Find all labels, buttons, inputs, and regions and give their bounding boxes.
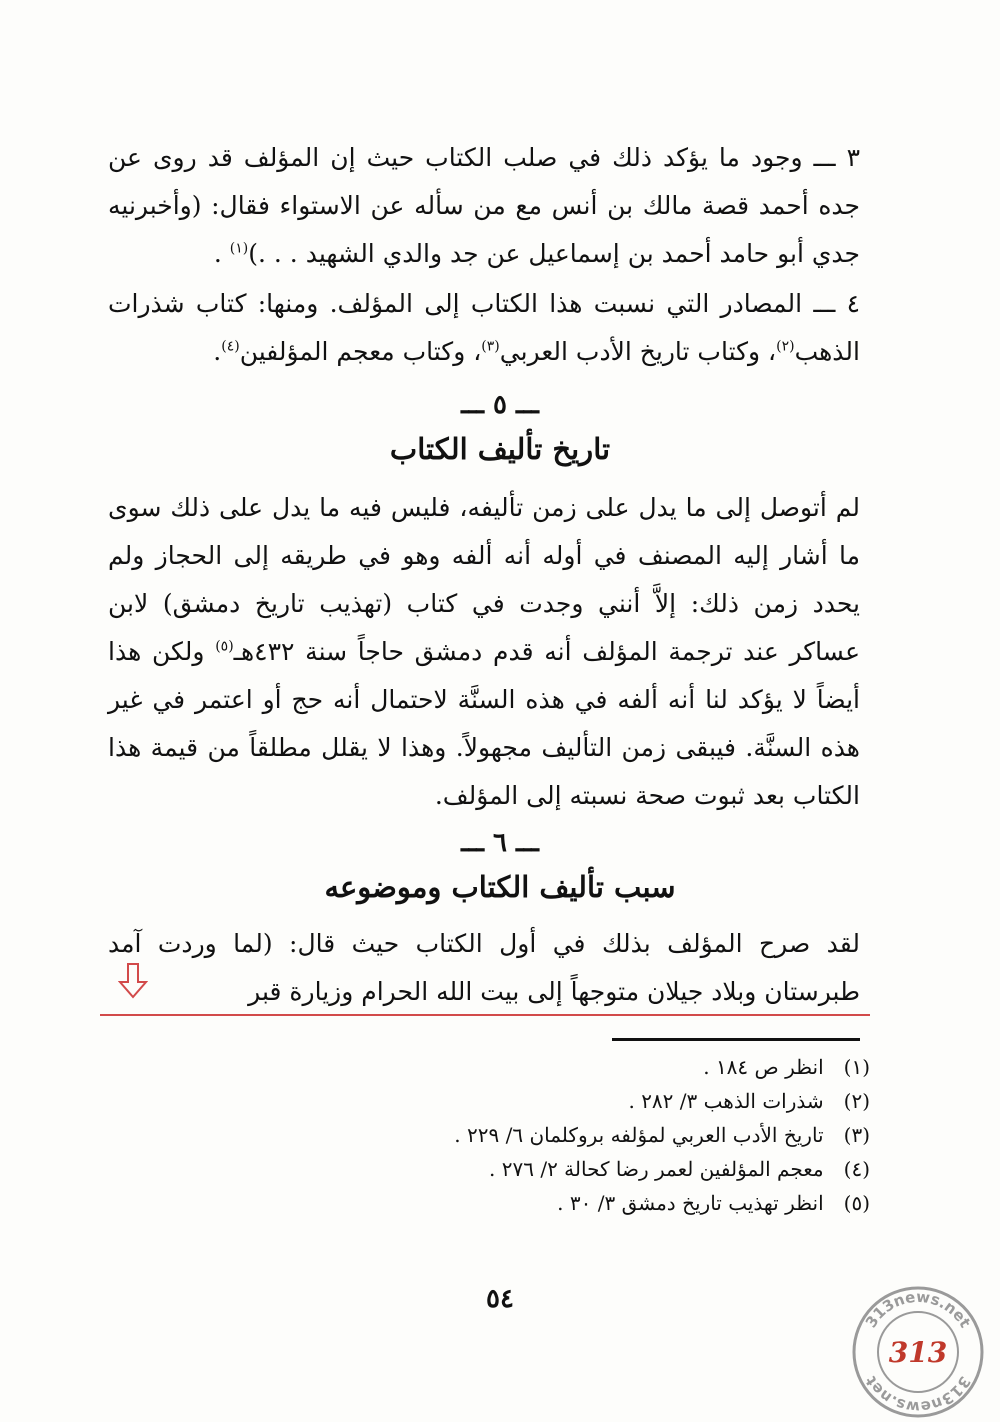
item-4-text: ٤ ـــ المصادر التي نسبت هذا الكتاب إلى المؤلف. ومنها: كتاب شذرات الذهب [108, 289, 860, 366]
footnotes-list [400, 1050, 870, 1220]
down-arrow-icon [118, 962, 148, 1000]
footnote-ref-3[interactable]: (٣) [481, 338, 500, 355]
page-number: ٥٤ [486, 1284, 514, 1314]
section-5-text-a: لم أتوصل إلى ما يدل على زمن تأليفه، فليس فيه ما يدل على ذلك سوى ما أشار إليه المصنف في أوله أنه ألفه وهو في طريقه إلى الحجاز ولم يحدد زمن ذلك: إلاَّ أنني وجدت في كتاب (تهذيب تاريخ دمشق) لابن عساكر عند ترجمة المؤلف أنه قدم دمشق حاجاً سنة ٤٣٢هـ [108, 493, 860, 666]
red-underline [100, 1014, 870, 1016]
section-6-number: ـــ ٦ ـــ [461, 828, 539, 858]
footnote-2: (٢) شذرات الذهب ٣/ ٢٨٢ . [628, 1089, 870, 1113]
section-5-paragraph [108, 484, 860, 820]
footnote-ref-2[interactable]: (٢) [776, 338, 795, 355]
section-6-paragraph [108, 920, 860, 1016]
svg-text:313news.net: 313news.net [861, 1287, 975, 1331]
section-5-title: تاريخ تأليف الكتاب [389, 432, 611, 466]
footnote-4: (٤) معجم المؤلفين لعمر رضا كحالة ٢/ ٢٧٦ . [489, 1157, 870, 1181]
watermark-stamp [848, 1282, 988, 1422]
footnote-5: (٥) انظر تهذيب تاريخ دمشق ٣/ ٣٠ . [557, 1191, 870, 1215]
section-6-text: لقد صرح المؤلف بذلك في أول الكتاب حيث قال: (لما وردت آمد طبرستان وبلاد جيلان متوجهاً إلى بيت الله الحرام وزيارة قبر [108, 929, 860, 1006]
item-4-end: . [213, 337, 222, 366]
item-4-mid2: ، وكتاب معجم المؤلفين [239, 337, 482, 366]
section-6-title: سبب تأليف الكتاب وموضوعه [324, 870, 676, 904]
item-3-paragraph [108, 134, 860, 278]
section-5-number: ـــ ٥ ـــ [461, 390, 539, 420]
item-3-text: ٣ ـــ وجود ما يؤكد ذلك في صلب الكتاب حيث إن المؤلف قد روى عن جده أحمد قصة مالك بن أنس مع من سأله عن الاستواء فقال: (وأخبرنيه جدي أبو حامد أحمد بن إسماعيل عن جد والدي الشهيد . . .) [108, 143, 860, 268]
section-5-text-b: ولكن هذا أيضاً لا يؤكد لنا أنه ألفه في هذه السنَّة لاحتمال أنه حج أو اعتمر في غير هذه السنَّة. فيبقى زمن التأليف مجهولاً. وهذا لا يقلل مطلقاً من قيمة هذا الكتاب بعد ثبوت صحة نسبته إلى المؤلف. [108, 637, 860, 810]
footnote-ref-4[interactable]: (٤) [221, 338, 240, 355]
footnote-1: (١) انظر ص ١٨٤ . [703, 1055, 870, 1079]
footnote-ref-1[interactable]: (١) [229, 240, 249, 257]
footnote-3: (٣) تاريخ الأدب العربي لمؤلفه بروكلمان ٦/ ٢٢٩ . [454, 1123, 870, 1147]
svg-text:313news.net: 313news.net [861, 1373, 975, 1417]
svg-text:313: 313 [888, 1336, 948, 1369]
footnote-separator [612, 1038, 860, 1041]
item-3-end: . [213, 239, 230, 268]
footnote-ref-5[interactable]: (٥) [215, 638, 234, 655]
item-4-paragraph [108, 280, 860, 376]
item-4-mid1: ، وكتاب تاريخ الأدب العربي [499, 337, 777, 366]
